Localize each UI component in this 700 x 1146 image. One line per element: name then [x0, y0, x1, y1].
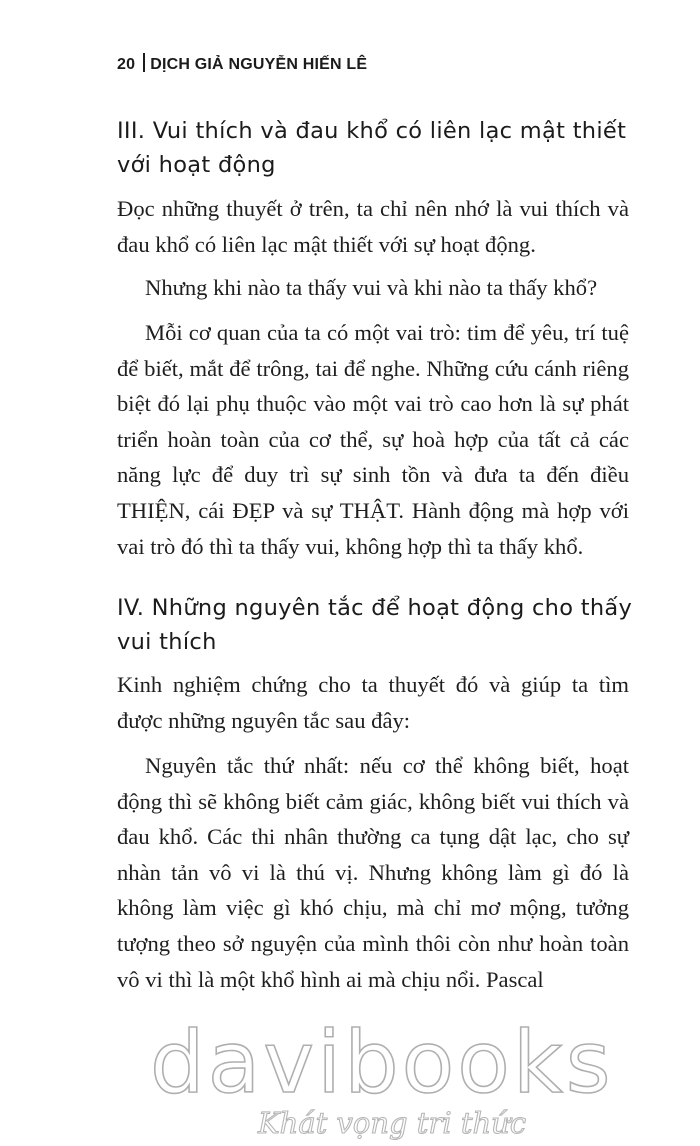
- running-head-divider: [143, 53, 145, 72]
- watermark: [150, 1013, 690, 1146]
- page-number: 20: [117, 56, 136, 73]
- section-4-heading: IV. Những nguyên tắc để hoạt động cho thấy vui thích: [117, 595, 633, 655]
- running-head: [117, 53, 367, 74]
- section-4-paragraph-2: Nguyên tắc thứ nhất: nếu cơ thể không biết, hoạt động thì sẽ không biết cảm giác, không biết vui thích và đau khổ. Các thi nhân thường ca tụng dật lạc, cho sự nhàn tản vô vi là thú vị. Nhưng không làm gì đó là không làm việc gì khó chịu, mà chỉ mơ mộng, tưởng tượng theo sở nguyện của mình thôi còn như hoàn toàn vô vi thì là một khổ hình ai mà chịu nổi. Pascal: [117, 753, 629, 992]
- watermark-tagline: Khát vọng tri thức: [258, 1106, 527, 1140]
- watermark-brand: davibooks: [150, 1013, 614, 1113]
- section-3-paragraph-1: Đọc những thuyết ở trên, ta chỉ nên nhớ là vui thích và đau khổ có liên lạc mật thiết với sự hoạt động.: [117, 196, 629, 257]
- section-4-paragraph-1: Kinh nghiệm chứng cho ta thuyết đó và giúp ta tìm được những nguyên tắc sau đây:: [117, 672, 629, 733]
- section-3-paragraph-3: Mỗi cơ quan của ta có một vai trò: tim để yêu, trí tuệ để biết, mắt để trông, tai để nghe. Những cứu cánh riêng biệt đó lại phụ thuộc vào một vai trò cao hơn là sự phát triển hoàn toàn của cơ thể, sự hoà hợp của tất cả các năng lực để duy trì sự sinh tồn và đưa ta đến điều THIỆN, cái ĐẸP và sự THẬT. Hành động mà hợp với vai trò đó thì ta thấy vui, không hợp thì ta thấy khổ.: [117, 320, 629, 559]
- section-3-heading: III. Vui thích và đau khổ có liên lạc mật thiết với hoạt động: [117, 118, 627, 178]
- book-author: DỊCH GIẢ NGUYỄN HIẾN LÊ: [150, 56, 368, 73]
- section-3-paragraph-2: Nhưng khi nào ta thấy vui và khi nào ta thấy khổ?: [145, 275, 598, 300]
